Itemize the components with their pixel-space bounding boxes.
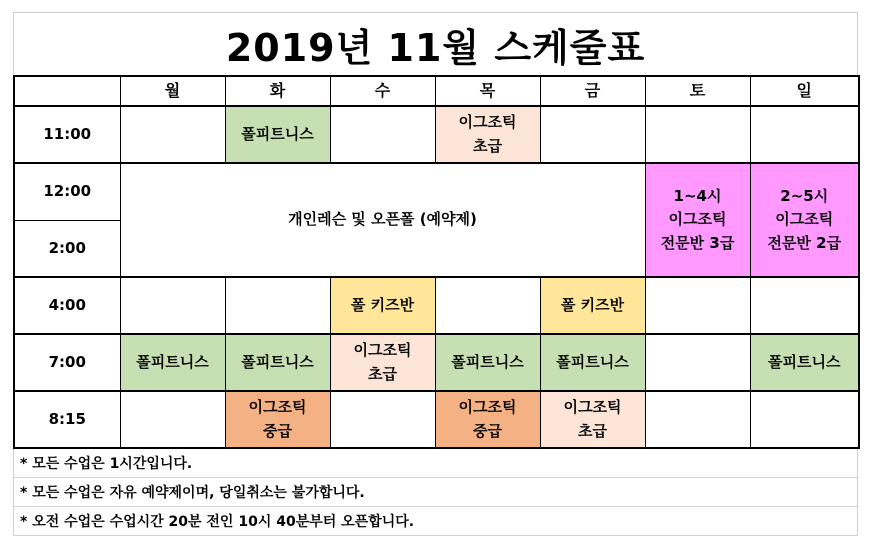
empty-cell bbox=[120, 277, 225, 334]
empty-cell bbox=[330, 106, 435, 163]
row-0700 bbox=[14, 334, 859, 391]
empty-cell bbox=[750, 277, 859, 334]
class-cell-egoetic-beginner bbox=[330, 334, 435, 391]
empty-cell bbox=[645, 277, 750, 334]
class-cell-pilates: 폴피트니스 bbox=[435, 334, 540, 391]
class-cell-pilates: 폴피트니스 bbox=[540, 334, 645, 391]
empty-cell bbox=[645, 334, 750, 391]
row-0815 bbox=[14, 391, 859, 448]
empty-cell bbox=[750, 391, 859, 448]
class-time: 1~4시 bbox=[673, 187, 722, 206]
schedule-table bbox=[13, 75, 860, 449]
class-level: 초급 bbox=[473, 136, 502, 155]
notes bbox=[13, 449, 858, 536]
class-level: 중급 bbox=[473, 421, 502, 440]
class-level: 초급 bbox=[578, 421, 607, 440]
empty-cell bbox=[120, 106, 225, 163]
class-level: 전문반 3급 bbox=[660, 233, 735, 252]
class-name: 이그조틱 bbox=[563, 398, 622, 417]
empty-cell bbox=[225, 277, 330, 334]
schedule-title: 2019년 11월 스케줄표 bbox=[13, 12, 858, 75]
class-name: 이그조틱 bbox=[458, 398, 517, 417]
time-label: 8:15 bbox=[14, 391, 120, 448]
class-name: 이그조틱 bbox=[353, 341, 412, 360]
day-header-sat: 토 bbox=[645, 76, 750, 106]
row-1200 bbox=[14, 163, 859, 220]
day-header-sun: 일 bbox=[750, 76, 859, 106]
note-item: * 모든 수업은 자유 예약제이며, 당일취소는 불가합니다. bbox=[13, 478, 858, 507]
class-cell-egoetic-intermediate bbox=[225, 391, 330, 448]
time-label: 4:00 bbox=[14, 277, 120, 334]
class-name: 이그조틱 bbox=[248, 398, 307, 417]
day-header-mon: 월 bbox=[120, 76, 225, 106]
time-label: 2:00 bbox=[14, 220, 120, 277]
class-cell-pilates: 폴피트니스 bbox=[225, 334, 330, 391]
empty-cell bbox=[435, 277, 540, 334]
empty-cell bbox=[120, 391, 225, 448]
empty-cell bbox=[750, 106, 859, 163]
class-cell-pole-kids: 폴 키즈반 bbox=[330, 277, 435, 334]
class-cell-pilates: 폴피트니스 bbox=[225, 106, 330, 163]
day-header-thu: 목 bbox=[435, 76, 540, 106]
row-0400 bbox=[14, 277, 859, 334]
class-cell-egoetic-beginner bbox=[435, 106, 540, 163]
note-item: * 모든 수업은 1시간입니다. bbox=[13, 449, 858, 478]
class-cell-egoetic-beginner bbox=[540, 391, 645, 448]
empty-cell bbox=[540, 106, 645, 163]
class-name: 이그조틱 bbox=[775, 210, 834, 229]
note-item: * 오전 수업은 수업시간 20분 전인 10시 40분부터 오픈합니다. bbox=[13, 507, 858, 536]
time-label: 11:00 bbox=[14, 106, 120, 163]
class-level: 초급 bbox=[368, 364, 397, 383]
class-cell-pole-kids: 폴 키즈반 bbox=[540, 277, 645, 334]
empty-cell bbox=[645, 391, 750, 448]
day-header-fri: 금 bbox=[540, 76, 645, 106]
class-cell-pilates: 폴피트니스 bbox=[120, 334, 225, 391]
time-label: 7:00 bbox=[14, 334, 120, 391]
day-header-row bbox=[14, 76, 859, 106]
class-level: 중급 bbox=[263, 421, 292, 440]
corner-cell bbox=[14, 76, 120, 106]
class-name: 이그조틱 bbox=[458, 113, 517, 132]
day-header-wed: 수 bbox=[330, 76, 435, 106]
class-time: 2~5시 bbox=[780, 187, 829, 206]
class-level: 전문반 2급 bbox=[767, 233, 842, 252]
class-cell-private-open: 개인레슨 및 오픈폴 (예약제) bbox=[120, 163, 645, 277]
class-cell-sat-pro bbox=[645, 163, 750, 277]
empty-cell bbox=[330, 391, 435, 448]
row-1100 bbox=[14, 106, 859, 163]
class-cell-sun-pro bbox=[750, 163, 859, 277]
time-label: 12:00 bbox=[14, 163, 120, 220]
class-name: 이그조틱 bbox=[668, 210, 727, 229]
day-header-tue: 화 bbox=[225, 76, 330, 106]
class-cell-egoetic-intermediate bbox=[435, 391, 540, 448]
schedule-sheet bbox=[13, 12, 858, 536]
class-cell-pilates: 폴피트니스 bbox=[750, 334, 859, 391]
empty-cell bbox=[645, 106, 750, 163]
